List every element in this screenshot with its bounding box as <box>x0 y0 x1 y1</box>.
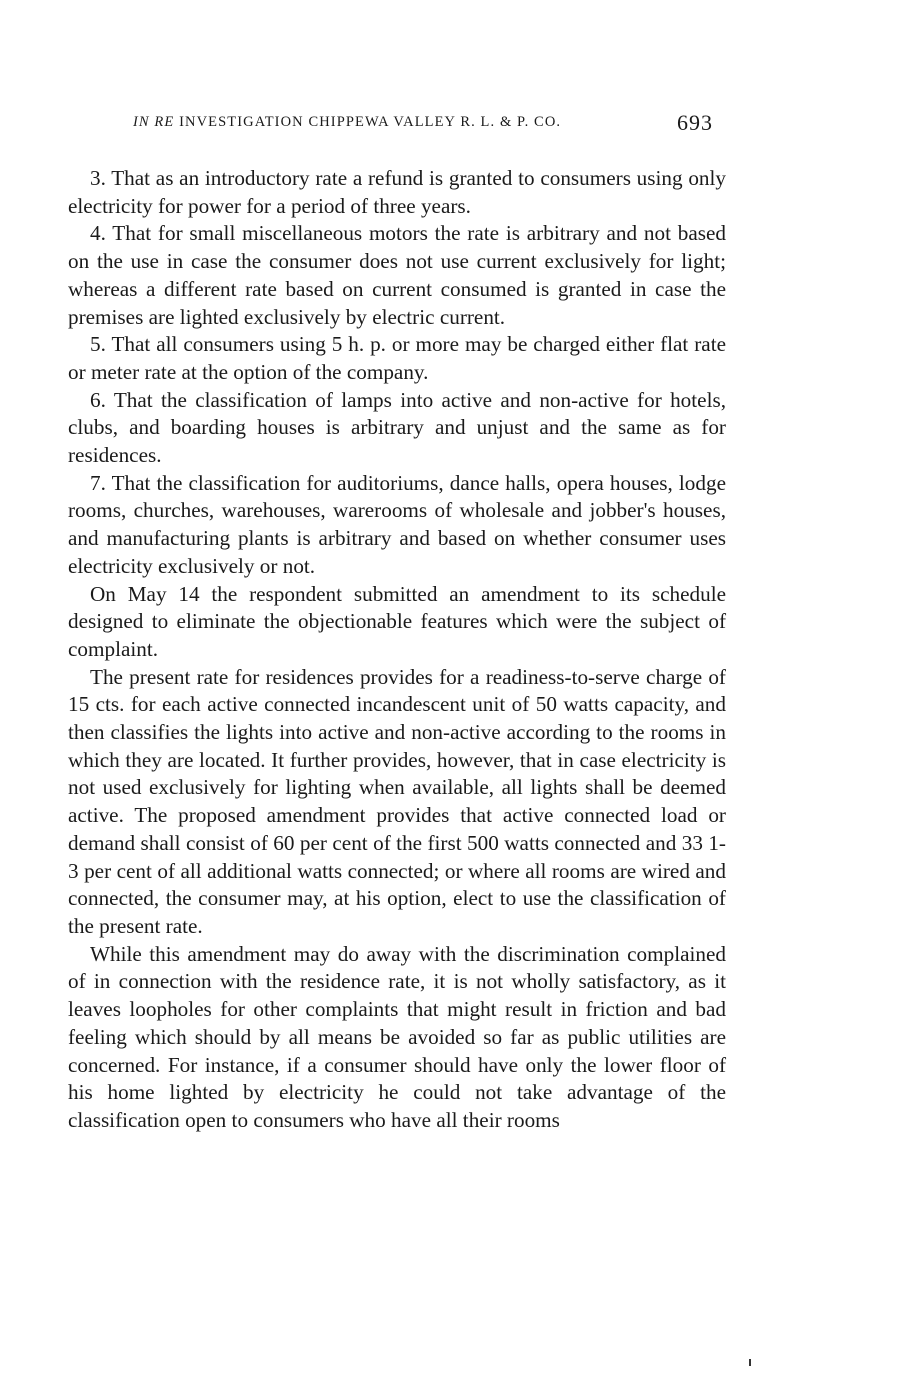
page-number: 693 <box>677 110 713 135</box>
paragraph-present-rate: The present rate for residences provides for a readiness-to-serve charge of 15 cts. for each active connected incandescent unit of 50 watts capacity, and then classifies the lights into active and non-active according to the rooms in which they are located. It further provides, however, that in case electricity is not used exclusively for lighting when available, all lights shall be deemed active. The proposed amendment provides that active connected load or demand shall consist of 60 per cent of the first 500 watts connected and 33 1-3 per cent of all additional watts connected; or where all rooms are wired and connected, the consumer may, at his option, elect to use the classification of the present rate. <box>68 664 726 938</box>
paragraph-amendment-submitted: On May 14 the respondent submitted an amendment to its schedule designed to eliminate the objectionable features which were the subject of complaint. <box>68 581 726 661</box>
paragraph-item-4: 4. That for small miscellaneous motors the rate is arbitrary and not based on the use in case the consumer does not use current exclusively for light; whereas a different rate based on current consumed is granted in case the premises are lighted exclusively by electric current. <box>68 221 726 329</box>
paragraph-item-5: 5. That all consumers using 5 h. p. or more may be charged either flat rate or meter rate at the option of the company. <box>68 332 726 384</box>
header-case-name: INVESTIGATION CHIPPEWA VALLEY R. L. & P. CO. <box>179 114 562 130</box>
paragraph-item-7: 7. That the classification for auditoriums, dance halls, opera houses, lodge rooms, churches, warehouses, warerooms of wholesale and jobber's houses, and manufacturing plants is arbitrary and based on whether consumer uses electricity exclusively or not. <box>68 470 726 578</box>
paragraph-amendment-assessment: While this amendment may do away with the discrimination complained of in connection with the residence rate, it is not wholly satisfactory, as it leaves loopholes for other complaints that might result in friction and bad feeling which should by all means be avoided so far as public utilities are concerned. For instance, if a consumer should have only the lower floor of his home lighted by electricity he could not take advantage of the classification open to consumers who have all their rooms <box>68 941 726 1132</box>
paragraph-item-6: 6. That the classification of lamps into active and non-active for hotels, clubs, and boarding houses is arbitrary and unjust and the same as for residences. <box>68 387 726 468</box>
body-text <box>68 165 726 1135</box>
running-header <box>133 110 713 138</box>
header-case-prefix: IN RE <box>133 114 175 130</box>
running-header-title <box>133 114 561 131</box>
scan-artifact-mark <box>749 1359 751 1366</box>
paragraph-item-3: 3. That as an introductory rate a refund is granted to consumers using only electricity for power for a period of three years. <box>68 166 726 218</box>
